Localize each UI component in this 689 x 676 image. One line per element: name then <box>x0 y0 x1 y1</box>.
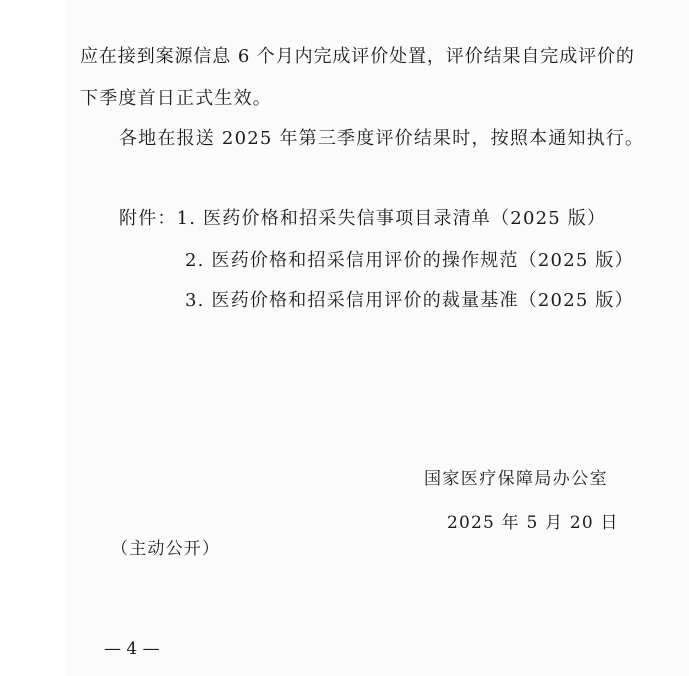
attachment-item-3: 3. 医药价格和招采信用评价的裁量基准（2025 版） <box>185 290 634 311</box>
signature-organization: 国家医疗保障局办公室 <box>424 469 608 489</box>
page-number: — 4 — <box>104 639 160 659</box>
body-paragraph-line: 下季度首日正式生效。 <box>80 88 272 109</box>
body-paragraph-line: 各地在报送 2025 年第三季度评价结果时，按照本通知执行。 <box>119 128 645 149</box>
signature-date: 2025 年 5 月 20 日 <box>447 513 619 533</box>
attachment-item-1: 附件：1. 医药价格和招采失信事项目录清单（2025 版） <box>119 208 607 229</box>
body-paragraph-line: 应在接到案源信息 6 个月内完成评价处置，评价结果自完成评价的 <box>80 46 635 67</box>
attachment-item-2: 2. 医药价格和招采信用评价的操作规范（2025 版） <box>185 250 634 271</box>
page-margin <box>0 0 66 676</box>
disclosure-note: （主动公开） <box>111 539 221 559</box>
